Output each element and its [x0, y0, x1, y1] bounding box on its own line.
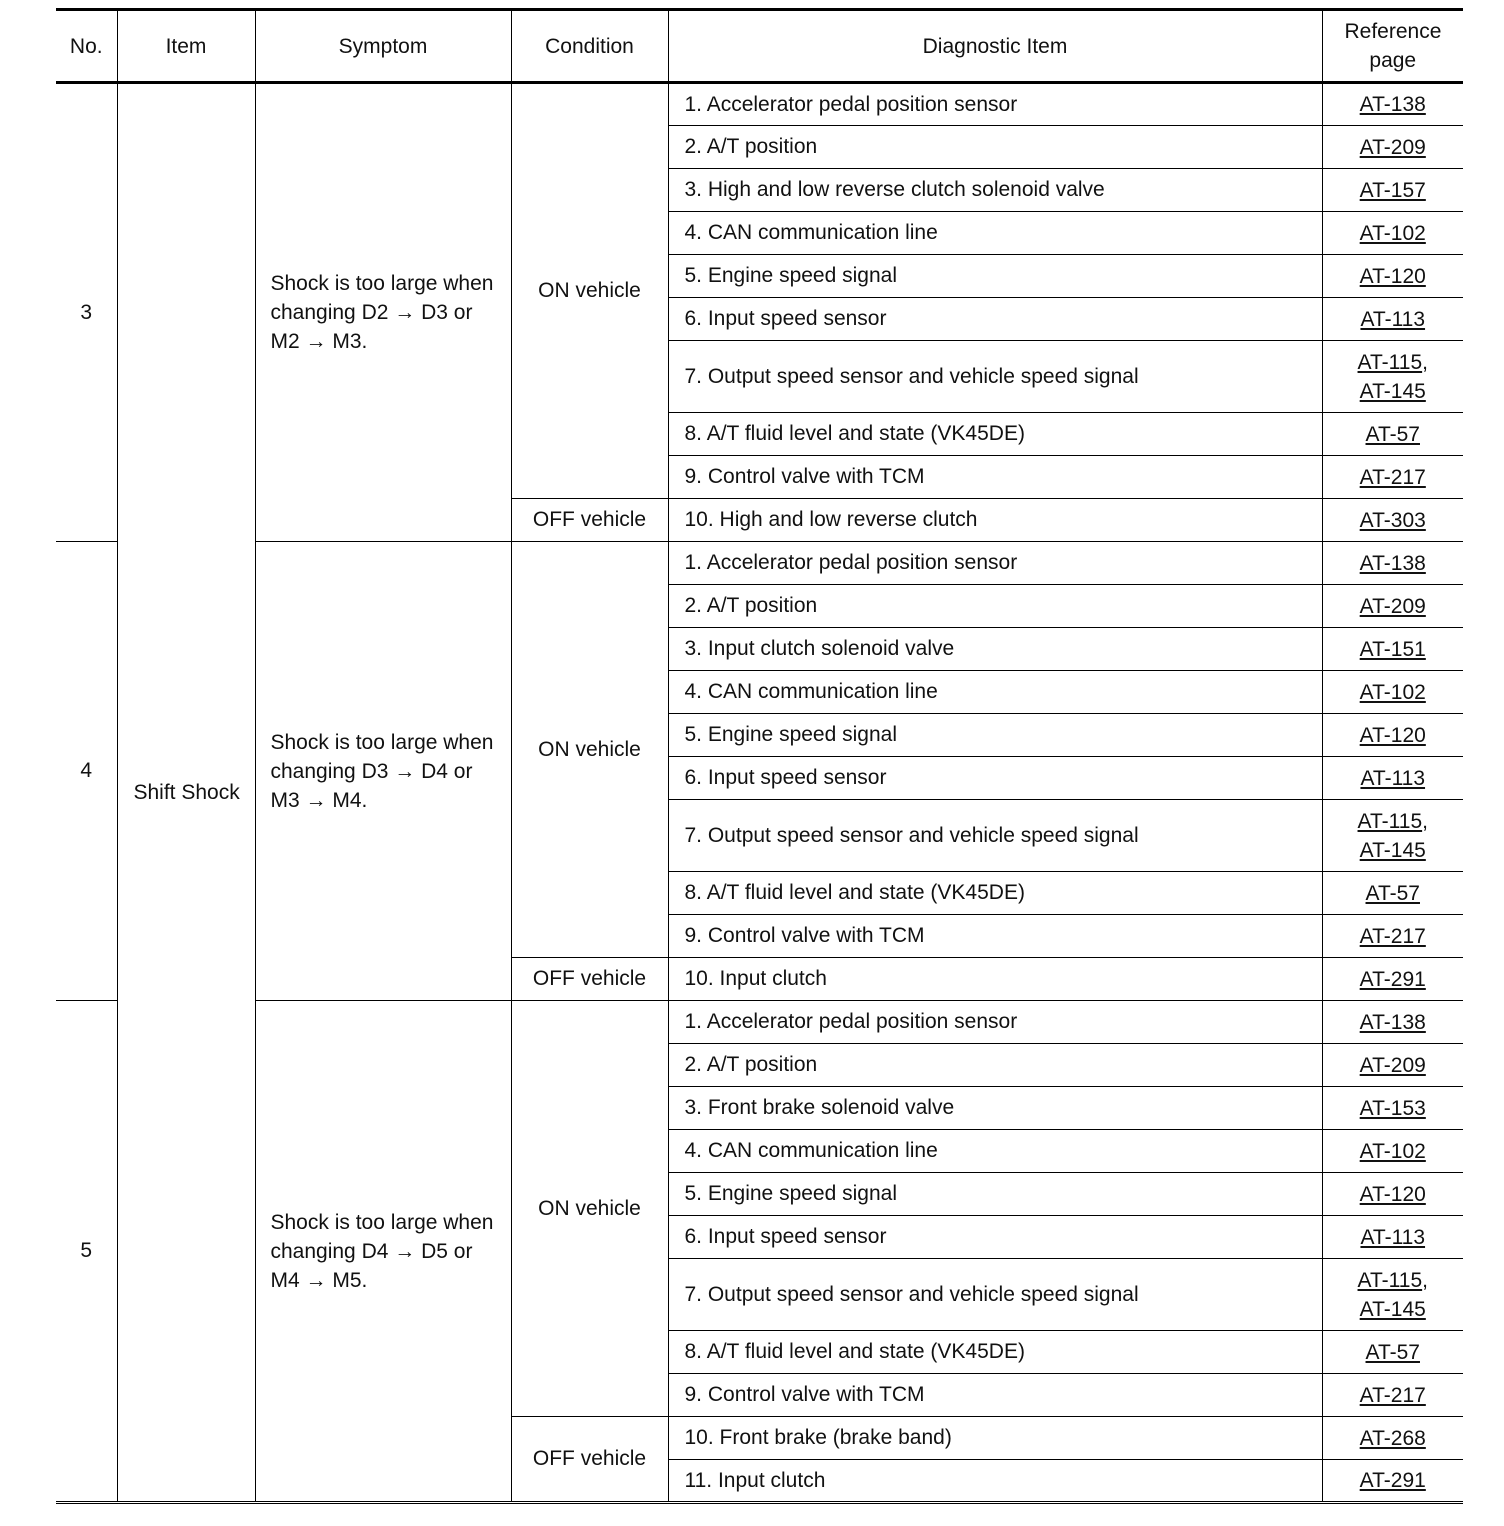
reference-cell: [1322, 1216, 1463, 1259]
condition-cell: OFF vehicle: [511, 499, 668, 542]
table-row: [56, 542, 1463, 585]
reference-separator: ,: [1422, 1268, 1428, 1292]
diagnostic-item: 9. Control valve with TCM: [668, 1374, 1322, 1417]
reference-cell: [1322, 1001, 1463, 1044]
table-row: [56, 83, 1463, 126]
reference-link[interactable]: AT-217: [1359, 1383, 1426, 1407]
reference-cell: [1322, 341, 1463, 413]
reference-link[interactable]: AT-151: [1359, 637, 1426, 661]
reference-link[interactable]: AT-138: [1359, 551, 1426, 575]
reference-link[interactable]: AT-113: [1360, 1225, 1426, 1249]
header-row: [56, 10, 1463, 83]
diagnostic-item: 9. Control valve with TCM: [668, 456, 1322, 499]
condition-cell: ON vehicle: [511, 542, 668, 958]
reference-link[interactable]: AT-102: [1359, 221, 1426, 245]
reference-cell: [1322, 499, 1463, 542]
reference-cell: [1322, 671, 1463, 714]
item-cell: Shift Shock: [117, 83, 255, 1503]
diagnostic-item: 7. Output speed sensor and vehicle speed signal: [668, 341, 1322, 413]
reference-cell: [1322, 1417, 1463, 1460]
reference-link[interactable]: AT-138: [1359, 93, 1426, 116]
reference-cell: [1322, 1130, 1463, 1173]
diagnosis-table: [56, 8, 1463, 1504]
reference-link[interactable]: AT-115: [1357, 1268, 1423, 1292]
reference-link[interactable]: AT-115: [1357, 350, 1423, 374]
diagnostic-item: 6. Input speed sensor: [668, 298, 1322, 341]
reference-cell: [1322, 757, 1463, 800]
reference-link[interactable]: AT-115: [1357, 809, 1423, 833]
reference-cell: [1322, 1087, 1463, 1130]
reference-link[interactable]: AT-57: [1365, 422, 1420, 446]
reference-link[interactable]: AT-153: [1359, 1096, 1426, 1120]
reference-link[interactable]: AT-145: [1359, 379, 1426, 403]
reference-cell: [1322, 126, 1463, 169]
diagnostic-item: 6. Input speed sensor: [668, 757, 1322, 800]
reference-link[interactable]: AT-113: [1360, 766, 1426, 790]
diagnostic-item: 8. A/T fluid level and state (VK45DE): [668, 1331, 1322, 1374]
reference-link[interactable]: AT-57: [1365, 881, 1420, 905]
row-number: 3: [56, 83, 117, 542]
reference-cell: [1322, 456, 1463, 499]
diagnostic-item: 5. Engine speed signal: [668, 255, 1322, 298]
diagnostic-item: 4. CAN communication line: [668, 1130, 1322, 1173]
reference-link[interactable]: AT-120: [1359, 1182, 1426, 1206]
row-number: 4: [56, 542, 117, 1001]
header-no: No.: [56, 10, 117, 83]
reference-cell: [1322, 255, 1463, 298]
reference-link[interactable]: AT-113: [1360, 307, 1426, 331]
diagnostic-item: 1. Accelerator pedal position sensor: [668, 1001, 1322, 1044]
reference-link[interactable]: AT-57: [1365, 1340, 1420, 1364]
reference-cell: [1322, 298, 1463, 341]
reference-cell: [1322, 915, 1463, 958]
header-diagnostic-item: Diagnostic Item: [668, 10, 1322, 83]
reference-cell: [1322, 542, 1463, 585]
symptom-cell: Shock is too large when changing D3 → D4 or M3 → M4.: [255, 542, 511, 1001]
reference-link[interactable]: AT-145: [1359, 838, 1426, 862]
reference-cell: [1322, 1374, 1463, 1417]
diagnostic-item: 1. Accelerator pedal position sensor: [668, 83, 1322, 126]
reference-link[interactable]: AT-145: [1359, 1297, 1426, 1321]
reference-separator: ,: [1422, 350, 1428, 374]
reference-cell: [1322, 1173, 1463, 1216]
condition-cell: ON vehicle: [511, 1001, 668, 1417]
reference-link[interactable]: AT-268: [1359, 1426, 1426, 1450]
symptom-cell: Shock is too large when changing D4 → D5 or M4 → M5.: [255, 1001, 511, 1503]
header-item: Item: [117, 10, 255, 83]
diagnostic-item: 2. A/T position: [668, 585, 1322, 628]
condition-cell: ON vehicle: [511, 83, 668, 499]
reference-cell: [1322, 212, 1463, 255]
reference-cell: [1322, 1460, 1463, 1503]
diagnostic-item: 10. High and low reverse clutch: [668, 499, 1322, 542]
diagnostic-item: 1. Accelerator pedal position sensor: [668, 542, 1322, 585]
diagnostic-item: 8. A/T fluid level and state (VK45DE): [668, 872, 1322, 915]
reference-link[interactable]: AT-209: [1359, 135, 1426, 159]
reference-cell: [1322, 872, 1463, 915]
diagnostic-item: 10. Input clutch: [668, 958, 1322, 1001]
reference-link[interactable]: AT-303: [1359, 508, 1426, 532]
reference-cell: [1322, 800, 1463, 872]
header-symptom: Symptom: [255, 10, 511, 83]
reference-link[interactable]: AT-102: [1359, 1139, 1426, 1163]
diagnostic-item: 4. CAN communication line: [668, 671, 1322, 714]
diagnostic-item: 10. Front brake (brake band): [668, 1417, 1322, 1460]
reference-cell: [1322, 714, 1463, 757]
diagnostic-item: 5. Engine speed signal: [668, 714, 1322, 757]
reference-link[interactable]: AT-209: [1359, 594, 1426, 618]
diagnostic-item: 2. A/T position: [668, 1044, 1322, 1087]
condition-cell: OFF vehicle: [511, 958, 668, 1001]
header-reference-page: Reference page: [1322, 10, 1463, 83]
reference-link[interactable]: AT-209: [1359, 1053, 1426, 1077]
reference-cell: [1322, 628, 1463, 671]
diagnostic-item: 3. High and low reverse clutch solenoid valve: [668, 169, 1322, 212]
reference-cell: [1322, 83, 1463, 126]
reference-link[interactable]: AT-102: [1359, 680, 1426, 704]
diagnostic-item: 9. Control valve with TCM: [668, 915, 1322, 958]
reference-link[interactable]: AT-291: [1359, 967, 1426, 991]
reference-link[interactable]: AT-120: [1359, 723, 1426, 747]
reference-link[interactable]: AT-138: [1359, 1010, 1426, 1034]
diagnostic-item: 3. Input clutch solenoid valve: [668, 628, 1322, 671]
reference-cell: [1322, 1044, 1463, 1087]
reference-cell: [1322, 958, 1463, 1001]
reference-link[interactable]: AT-291: [1359, 1469, 1426, 1492]
diagnostic-item: 8. A/T fluid level and state (VK45DE): [668, 413, 1322, 456]
symptom-cell: Shock is too large when changing D2 → D3 or M2 → M3.: [255, 83, 511, 542]
reference-link[interactable]: AT-217: [1359, 465, 1426, 489]
reference-link[interactable]: AT-157: [1359, 178, 1426, 202]
reference-cell: [1322, 585, 1463, 628]
diagnostic-item: 4. CAN communication line: [668, 212, 1322, 255]
diagnostic-item: 6. Input speed sensor: [668, 1216, 1322, 1259]
diagnostic-item: 11. Input clutch: [668, 1460, 1322, 1503]
diagnostic-item: 7. Output speed sensor and vehicle speed signal: [668, 800, 1322, 872]
reference-separator: ,: [1422, 809, 1428, 833]
diagnostic-item: 2. A/T position: [668, 126, 1322, 169]
reference-link[interactable]: AT-120: [1359, 264, 1426, 288]
table-row: [56, 1001, 1463, 1044]
diagnostic-item: 3. Front brake solenoid valve: [668, 1087, 1322, 1130]
reference-cell: [1322, 413, 1463, 456]
reference-link[interactable]: AT-217: [1359, 924, 1426, 948]
condition-cell: OFF vehicle: [511, 1417, 668, 1503]
diagnostic-item: 5. Engine speed signal: [668, 1173, 1322, 1216]
row-number: 5: [56, 1001, 117, 1503]
table-body: [56, 83, 1463, 1503]
reference-cell: [1322, 1259, 1463, 1331]
reference-cell: [1322, 1331, 1463, 1374]
table-header: [56, 10, 1463, 83]
reference-cell: [1322, 169, 1463, 212]
header-condition: Condition: [511, 10, 668, 83]
diagnostic-item: 7. Output speed sensor and vehicle speed signal: [668, 1259, 1322, 1331]
